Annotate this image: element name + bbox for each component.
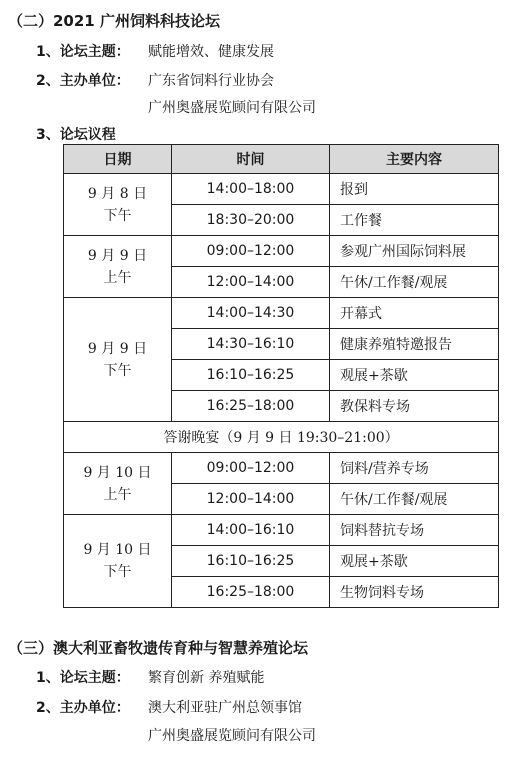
day-part: 下午 xyxy=(103,564,132,580)
organizer-2: 广州奥盛展览顾问有限公司 xyxy=(148,728,316,744)
content-cell: 午休/工作餐/观展 xyxy=(330,484,499,515)
date-text: 9 月 10 日 xyxy=(83,464,152,481)
theme-label: 1、论坛主题： xyxy=(36,670,130,686)
content-cell: 饲料/营养专场 xyxy=(330,453,499,484)
time-cell: 14:00–14:30 xyxy=(172,298,330,329)
date-text: 9 月 10 日 xyxy=(83,542,152,558)
time-cell: 09:00–12:00 xyxy=(172,453,330,484)
header-content: 主要内容 xyxy=(330,145,499,174)
time-cell: 14:00–16:10 xyxy=(172,515,330,546)
table-header-row xyxy=(64,145,499,174)
content-cell: 健康养殖特邀报告 xyxy=(330,329,499,360)
banquet-cell: 答谢晚宴（9 月 9 日 19:30–21:00） xyxy=(64,422,499,453)
time-cell: 14:00–18:00 xyxy=(172,174,330,205)
header-time: 时间 xyxy=(172,145,330,174)
theme-value: 赋能增效、健康发展 xyxy=(148,44,274,60)
date-cell xyxy=(64,515,172,608)
day-part: 下午 xyxy=(103,207,132,224)
organizer-label: 2、主办单位： xyxy=(36,73,130,89)
time-cell: 12:00–14:00 xyxy=(172,484,330,515)
content-cell: 观展+茶歇 xyxy=(330,360,499,391)
content-cell: 开幕式 xyxy=(330,298,499,329)
time-cell: 16:10–16:25 xyxy=(172,546,330,577)
table-row xyxy=(64,174,499,205)
content-cell: 午休/工作餐/观展 xyxy=(330,267,499,298)
organizer-1: 澳大利亚驻广州总领事馆 xyxy=(148,700,302,716)
agenda-table xyxy=(63,144,499,608)
header-date: 日期 xyxy=(64,145,172,174)
time-cell: 14:30–16:10 xyxy=(172,329,330,360)
section-2-title: （二）2021 广州饲料科技论坛 xyxy=(8,12,220,30)
table-row xyxy=(64,236,499,267)
time-cell: 16:25–18:00 xyxy=(172,391,330,422)
content-cell: 报到 xyxy=(330,174,499,205)
content-cell: 参观广州国际饲料展 xyxy=(330,236,499,267)
theme-label: 1、论坛主题： xyxy=(36,44,130,60)
day-part: 上午 xyxy=(103,269,132,286)
theme-value: 繁育创新 养殖赋能 xyxy=(148,670,265,686)
content-cell: 生物饲料专场 xyxy=(330,577,499,608)
organizer-2: 广州奥盛展览顾问有限公司 xyxy=(148,100,316,116)
date-cell xyxy=(64,453,172,515)
organizer-1: 广东省饲料行业协会 xyxy=(148,73,274,89)
section-3-title: （三）澳大利亚畜牧遗传育种与智慧养殖论坛 xyxy=(8,639,309,657)
content-cell: 饲料替抗专场 xyxy=(330,515,499,546)
time-cell: 16:10–16:25 xyxy=(172,360,330,391)
time-cell: 18:30–20:00 xyxy=(172,205,330,236)
date-cell xyxy=(64,174,172,236)
table-row xyxy=(64,453,499,484)
content-cell: 工作餐 xyxy=(330,205,499,236)
day-part: 下午 xyxy=(103,362,132,379)
time-cell: 12:00–14:00 xyxy=(172,267,330,298)
date-cell xyxy=(64,236,172,298)
date-text: 9 月 9 日 xyxy=(87,340,148,357)
date-text: 9 月 8 日 xyxy=(87,185,148,202)
date-text: 9 月 9 日 xyxy=(87,247,148,264)
day-part: 上午 xyxy=(103,486,132,503)
banquet-row xyxy=(64,422,499,453)
date-cell xyxy=(64,298,172,422)
table-row xyxy=(64,298,499,329)
agenda-label: 3、论坛议程 xyxy=(36,127,116,143)
time-cell: 16:25–18:00 xyxy=(172,577,330,608)
organizer-label: 2、主办单位： xyxy=(36,700,130,716)
content-cell: 教保料专场 xyxy=(330,391,499,422)
content-cell: 观展+茶歇 xyxy=(330,546,499,577)
time-cell: 09:00–12:00 xyxy=(172,236,330,267)
table-row xyxy=(64,515,499,546)
